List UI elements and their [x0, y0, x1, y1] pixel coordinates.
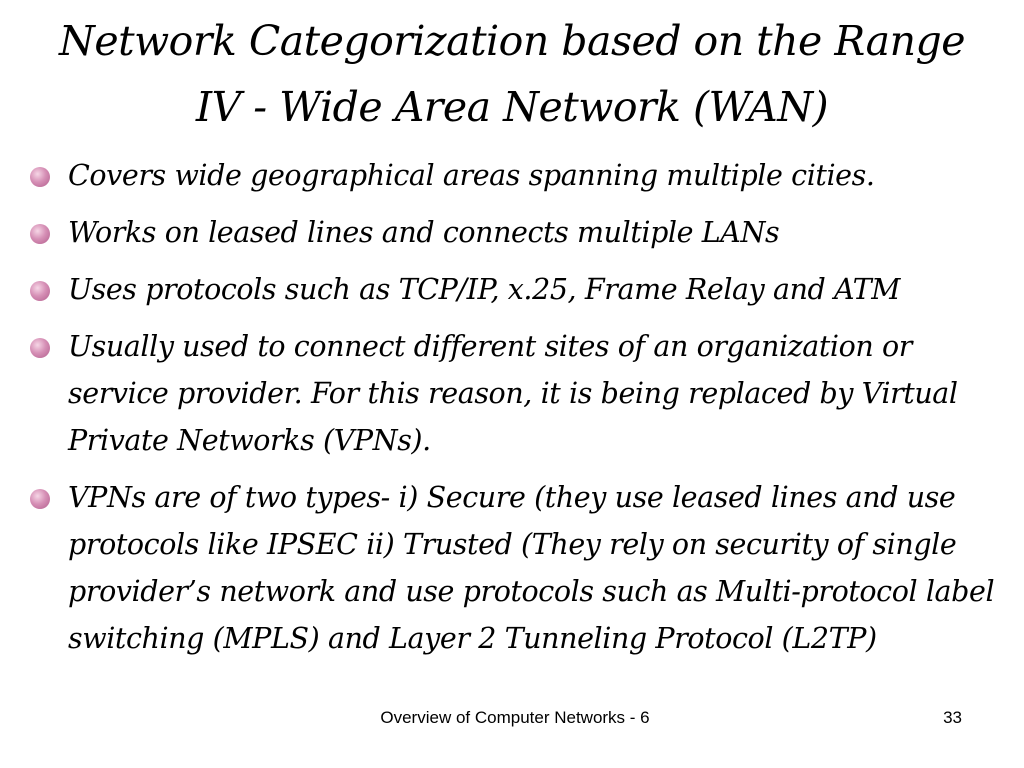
- bullet-dot-icon: [30, 167, 50, 187]
- bullet-text: Covers wide geographical areas spanning multiple cities.: [68, 159, 875, 192]
- bullet-text: Works on leased lines and connects multiple LANs: [68, 216, 780, 249]
- slide-title: [40, 8, 984, 140]
- bullet-item: [30, 209, 1000, 256]
- bullet-item: [30, 152, 1000, 199]
- bullet-text: VPNs are of two types- i) Secure (they use leased lines and use protocols like IPSEC ii) Trusted (They rely on security of single provider’s network and use protocols such as Multi-protocol label switching (MPLS) and Layer 2 Tunneling Protocol (L2TP): [68, 481, 995, 655]
- bullet-dot-icon: [30, 338, 50, 358]
- bullet-item: [30, 266, 1000, 313]
- footer-text: Overview of Computer Networks - 6: [380, 708, 650, 727]
- bullet-list: [30, 152, 1000, 672]
- bullet-dot-icon: [30, 489, 50, 509]
- slide-title-line-2: IV - Wide Area Network (WAN): [195, 83, 829, 131]
- bullet-item: [30, 323, 1000, 464]
- bullet-text: Usually used to connect different sites of an organization or service provider. For this reason, it is being replaced by Virtual Private Networks (VPNs).: [68, 330, 958, 457]
- bullet-text: Uses protocols such as TCP/IP, x.25, Frame Relay and ATM: [68, 273, 901, 306]
- bullet-dot-icon: [30, 281, 50, 301]
- page-number: 33: [943, 708, 962, 727]
- bullet-dot-icon: [30, 224, 50, 244]
- bullet-item: [30, 474, 1000, 662]
- slide-title-line-1: Network Categorization based on the Range: [58, 17, 966, 65]
